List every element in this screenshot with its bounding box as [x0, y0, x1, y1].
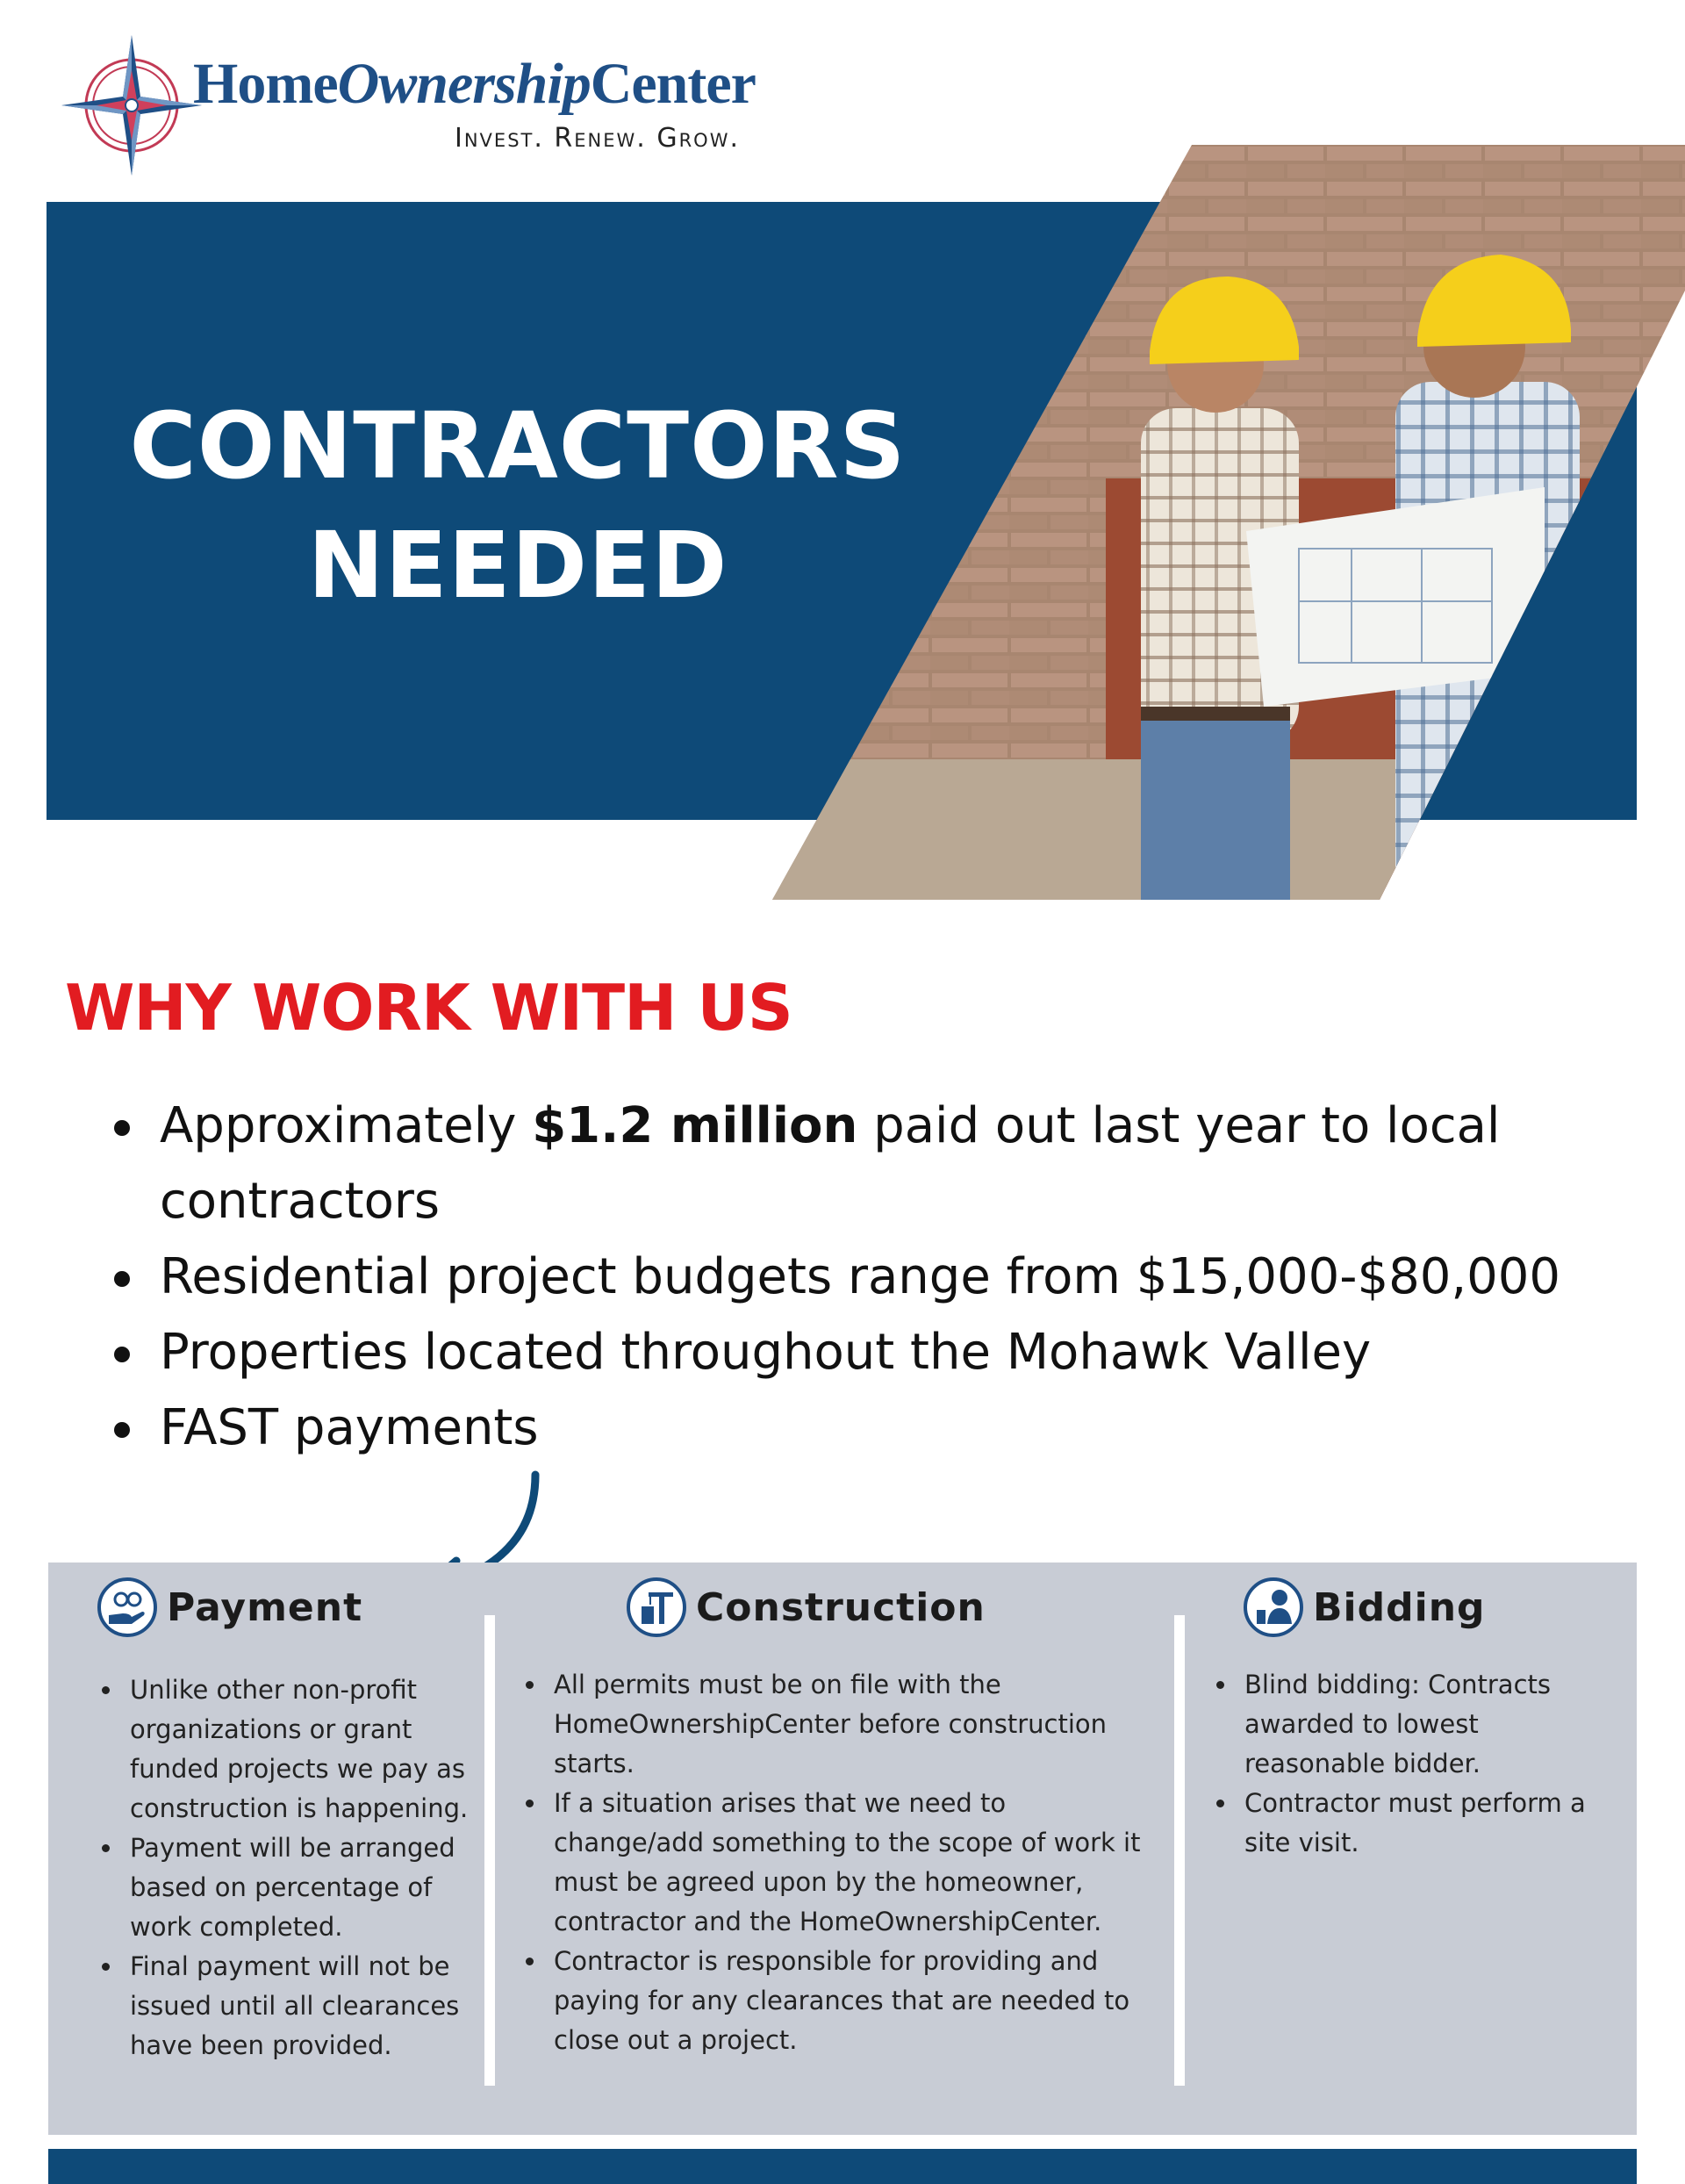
bidding-column [1211, 1576, 1615, 1863]
why-heading: WHY WORK WITH US [65, 971, 792, 1045]
construction-header [626, 1576, 1152, 1639]
why-item-properties [114, 1315, 1606, 1390]
why-item-text: FAST payments [160, 1399, 539, 1456]
column-divider [484, 1615, 495, 2086]
hero-title [88, 386, 948, 625]
bidding-item: Blind bidding: Contracts awarded to lowest reasonable bidder. [1211, 1665, 1615, 1784]
logo[interactable] [61, 35, 781, 184]
why-list [114, 1088, 1606, 1466]
footer-bar [48, 2149, 1637, 2184]
hero-title-line1: CONTRACTORS [129, 392, 907, 499]
payment-item: Payment will be arranged based on percentage of work completed. [97, 1828, 474, 1947]
payment-column [97, 1576, 474, 2065]
bidding-person-icon [1243, 1577, 1304, 1638]
construction-crane-icon [626, 1577, 687, 1638]
payment-list [97, 1670, 474, 2065]
column-divider [1174, 1615, 1185, 2086]
payment-title: Payment [167, 1584, 363, 1630]
payment-header [97, 1576, 474, 1639]
why-item-highlight: $1.2 million [532, 1097, 858, 1154]
payment-hand-icon [97, 1577, 158, 1638]
construction-item: All permits must be on file with the HomeOwnershipCenter before construction starts. [520, 1665, 1152, 1784]
why-item-text: Properties located throughout the Mohawk Valley [160, 1324, 1372, 1381]
logo-word-center: Center [590, 52, 756, 116]
bidding-item: Contractor must perform a site visit. [1211, 1784, 1615, 1863]
construction-item: If a situation arises that we need to change/add something to the scope of work it must be agreed upon by the homeowner, contractor and the HomeOwnershipCenter. [520, 1784, 1152, 1942]
payment-item: Unlike other non-profit organizations or grant funded projects we pay as construction is happening. [97, 1670, 474, 1828]
logo-word-ownership: Ownership [337, 52, 591, 116]
why-item-budgets [114, 1239, 1606, 1315]
payment-item: Final payment will not be issued until all clearances have been provided. [97, 1947, 474, 2065]
construction-item: Contractor is responsible for providing and paying for any clearances that are needed to close out a project. [520, 1942, 1152, 2060]
hero-title-line2: NEEDED [307, 512, 728, 619]
compass-star-icon [61, 35, 202, 176]
bidding-list [1211, 1665, 1615, 1863]
why-item-text: paid out last year to local contractors [160, 1097, 1501, 1230]
logo-tagline: Invest. Renew. Grow. [455, 123, 741, 154]
why-item-text: Residential project budgets range from $15,000-$80,000 [160, 1248, 1561, 1305]
why-item-payout [114, 1088, 1606, 1239]
bidding-title: Bidding [1313, 1584, 1486, 1630]
why-item-fast-payments [114, 1390, 1606, 1466]
why-item-text: Approximately [160, 1097, 533, 1154]
logo-word-home: Home [193, 52, 338, 116]
construction-title: Construction [696, 1584, 986, 1630]
construction-column [520, 1576, 1152, 2060]
construction-list [520, 1665, 1152, 2060]
bidding-header [1243, 1576, 1615, 1639]
logo-wordmark [193, 51, 756, 118]
